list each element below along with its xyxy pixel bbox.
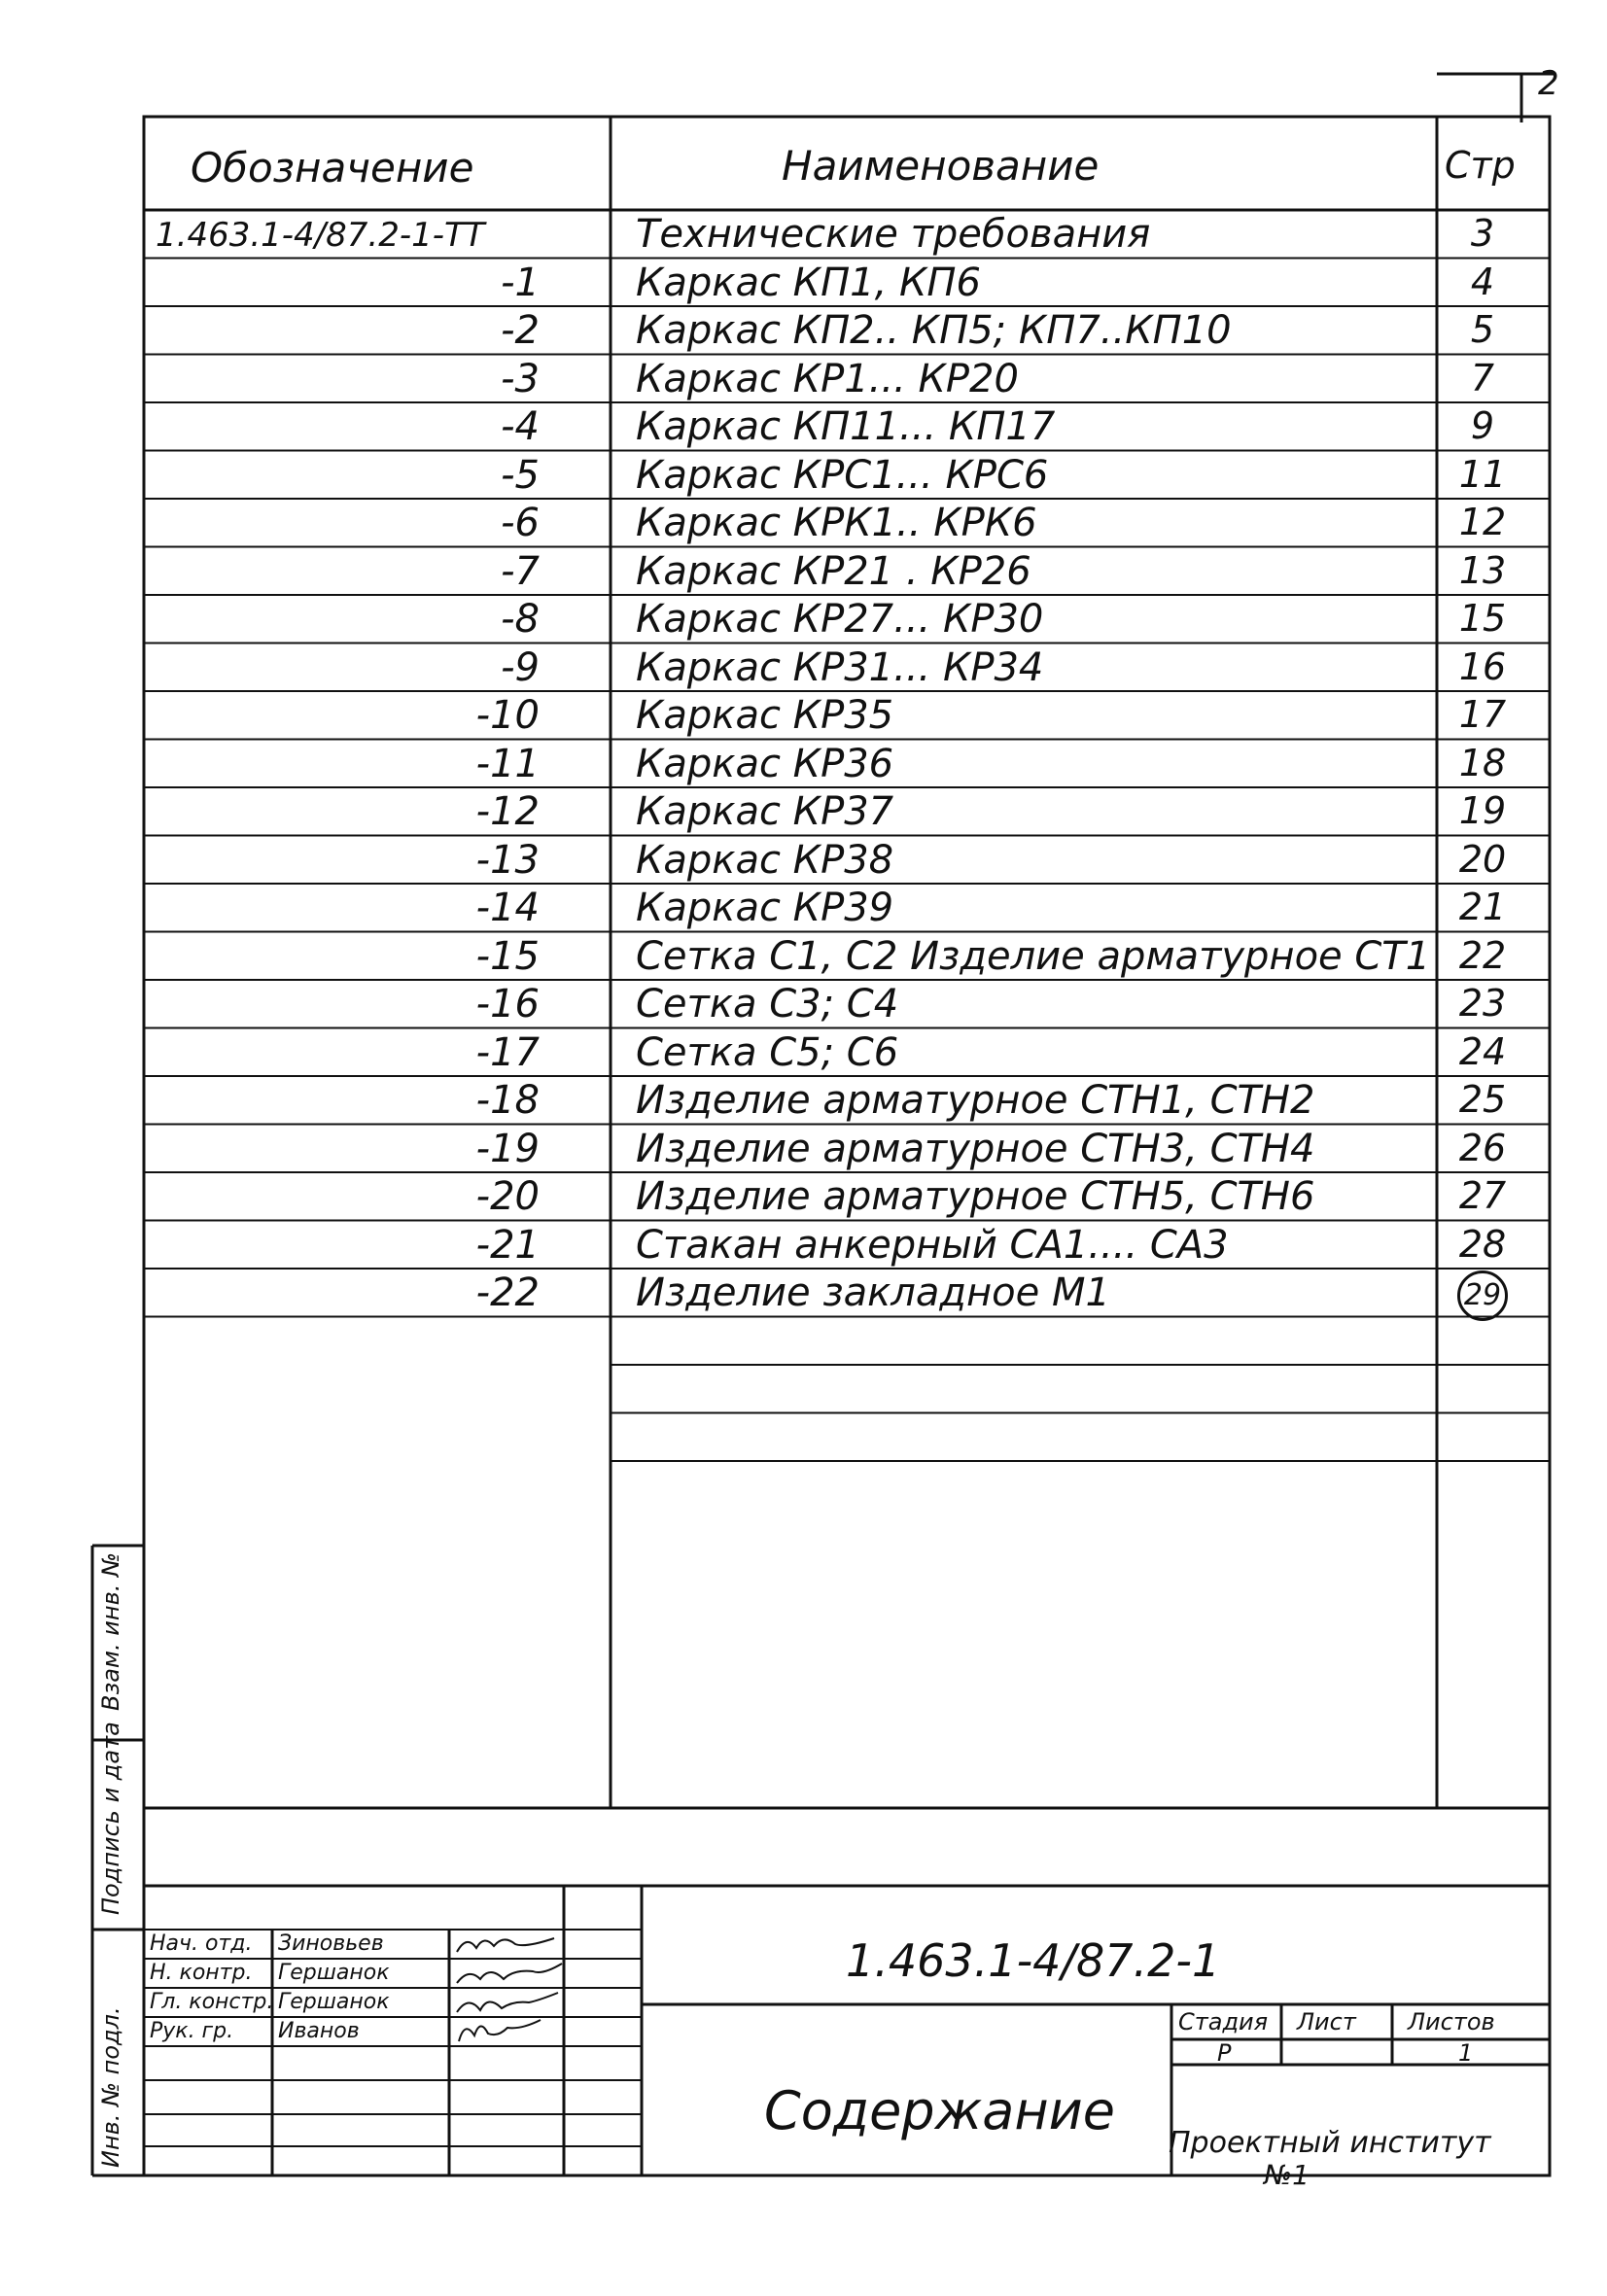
sheet-corner-number: 2	[1538, 64, 1559, 103]
row-title: Технические требования	[636, 212, 1151, 257]
tb-role-4: Рук. гр.	[150, 2019, 234, 2043]
row-page: 5	[1470, 308, 1495, 351]
row-page: 15	[1458, 597, 1507, 640]
row-code: -4	[501, 404, 540, 449]
row-page: 27	[1458, 1174, 1507, 1217]
header-name: Наименование	[782, 142, 1100, 190]
row-page: 19	[1458, 789, 1507, 832]
row-page: 11	[1458, 452, 1507, 496]
stage-label: Стадия	[1178, 2008, 1269, 2035]
row-code: -17	[475, 1029, 540, 1075]
row-page: 22	[1458, 933, 1507, 977]
row-page: 25	[1458, 1078, 1507, 1121]
row-title: Каркас КРС1... КРС6	[636, 452, 1049, 498]
organization-line-2: №1	[1264, 2159, 1310, 2191]
row-title: Каркас КР31... КР34	[636, 644, 1044, 690]
header-designation: Обозначение	[191, 144, 474, 191]
row-code: -13	[475, 837, 540, 883]
row-title: Сетка С3; С4	[636, 982, 899, 1026]
document-number: 1.463.1-4/87.2-1	[846, 1934, 1221, 1987]
row-title: Изделие арматурное СТН3, СТН4	[636, 1126, 1315, 1171]
row-title: Каркас КП11... КП17	[636, 404, 1056, 449]
row-page: 4	[1470, 260, 1495, 303]
row-title: Каркас КР1... КР20	[636, 356, 1019, 401]
row-code: -22	[475, 1270, 540, 1315]
row-title: Изделие закладное М1	[636, 1270, 1110, 1315]
row-code: -3	[501, 356, 540, 401]
sheet-label: Лист	[1297, 2008, 1356, 2035]
row-page: 7	[1470, 356, 1495, 400]
organization-line-1: Проектный институт	[1169, 2126, 1491, 2160]
row-title: Каркас КР36	[636, 741, 894, 786]
row-title: Каркас КРК1.. КРК6	[636, 501, 1037, 545]
tb-role-3: Гл. констр.	[150, 1990, 274, 2014]
tb-name-4: Иванов	[278, 2019, 360, 2043]
row-code: -9	[501, 644, 540, 690]
row-title: Стакан анкерный СА1.... СА3	[636, 1222, 1229, 1268]
row-title: Сетка С5; С6	[636, 1029, 899, 1075]
row-code: -10	[475, 693, 540, 738]
row-title: Каркас КП2.. КП5; КП7..КП10	[636, 308, 1232, 353]
document-title: Содержание	[764, 2080, 1115, 2141]
tb-role-1: Нач. отд.	[150, 1931, 253, 1956]
row-title: Изделие арматурное СТН5, СТН6	[636, 1174, 1315, 1219]
row-page: 26	[1458, 1126, 1507, 1169]
row-code: -16	[475, 982, 540, 1026]
row-title: Каркас КР38	[636, 837, 894, 883]
row-code: -19	[475, 1126, 540, 1171]
row-code: -2	[501, 308, 540, 353]
row-page: 9	[1470, 404, 1495, 447]
row-page: 20	[1458, 837, 1507, 881]
row-page: 13	[1458, 548, 1507, 592]
row-page: 23	[1458, 982, 1507, 1025]
sheets-label: Листов	[1408, 2008, 1495, 2035]
row-page: 21	[1458, 886, 1507, 928]
row-page: 18	[1458, 741, 1507, 784]
row-page: 12	[1458, 501, 1507, 543]
side-label-podpis: Подпись и дата	[97, 1722, 124, 1915]
row-page: 3	[1470, 212, 1495, 255]
row-title: Каркас КР39	[636, 886, 894, 930]
tb-name-3: Гершанок	[278, 1990, 390, 2014]
row-title: Каркас КП1, КП6	[636, 260, 981, 305]
row-code: -18	[475, 1078, 540, 1123]
row-page: 16	[1458, 644, 1507, 688]
row-code: -20	[475, 1174, 540, 1219]
row-title: Изделие арматурное СТН1, СТН2	[636, 1078, 1315, 1123]
row-code: -8	[501, 597, 540, 642]
row-title: Каркас КР21 . КР26	[636, 548, 1031, 594]
row-page: 24	[1458, 1029, 1507, 1073]
stage-value: Р	[1217, 2039, 1232, 2067]
row-code: -6	[501, 501, 540, 545]
row-code: -12	[475, 789, 540, 834]
side-label-inv-zam: Взам. инв. №	[97, 1552, 124, 1711]
row-code: -21	[475, 1222, 540, 1268]
side-label-inv-podl: Инв. № подл.	[97, 2006, 124, 2168]
tb-name-2: Гершанок	[278, 1961, 390, 1985]
row-title: Каркас КР35	[636, 693, 894, 738]
row-page: 17	[1458, 693, 1507, 736]
row-code: -1	[501, 260, 540, 305]
sheets-value: 1	[1458, 2039, 1474, 2067]
row-code: -15	[475, 933, 540, 979]
tb-role-2: Н. контр.	[150, 1961, 253, 1985]
row-code: -14	[475, 886, 540, 930]
row-page: 28	[1458, 1222, 1507, 1266]
row-page-circled: 29	[1457, 1270, 1508, 1321]
header-page: Стр	[1445, 144, 1516, 187]
row-code: -7	[501, 548, 540, 594]
row-page	[1434, 1270, 1531, 1321]
tb-name-1: Зиновьев	[278, 1931, 384, 1956]
row-code: -11	[475, 741, 540, 786]
row-title: Каркас КР37	[636, 789, 894, 834]
row-title: Каркас КР27... КР30	[636, 597, 1044, 642]
row-code: -5	[501, 452, 540, 498]
row-code: 1.463.1-4/87.2-1-ТТ	[156, 216, 485, 255]
row-title: Сетка С1, С2 Изделие арматурное СТ1	[636, 933, 1431, 979]
